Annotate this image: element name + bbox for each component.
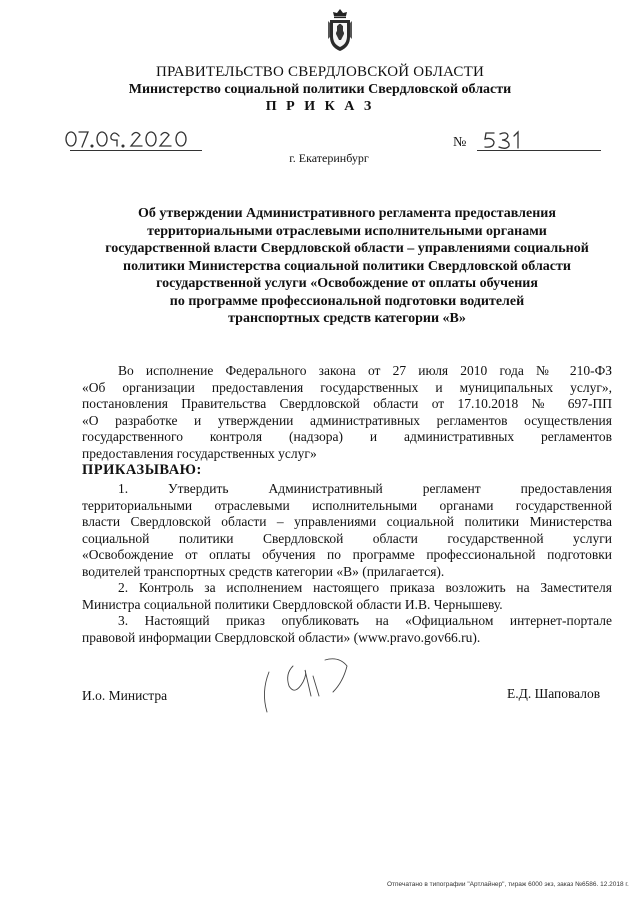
handwritten-signature	[255, 652, 365, 727]
order-items	[82, 481, 612, 646]
item-line: водителей транспортных средств категории «В» (прилагается).	[82, 563, 445, 579]
intro-line: государственного контроля (надзора) и административных регламентов	[82, 429, 612, 444]
title-line: политики Министерства социальной политики Свердловской области	[123, 258, 571, 274]
item-line: «Освобождение от оплаты обучения по программе профессиональной подготовки	[82, 547, 612, 562]
title-line: территориальными отраслевыми исполнительными органами	[147, 223, 547, 239]
order-word: ПРИКАЗЫВАЮ:	[82, 462, 202, 478]
number-sign: №	[453, 135, 467, 150]
signatory-position: И.о. Министра	[82, 688, 168, 703]
item-line: 2. Контроль за исполнением настоящего приказа возложить на Заместителя	[118, 580, 612, 595]
intro-line: постановления Правительства Свердловской области от 17.10.2018 № 697-ПП	[82, 396, 612, 411]
title-line: транспортных средств категории «В»	[228, 311, 466, 326]
intro-line: «О разработке и утверждении административных регламентов осуществления	[82, 412, 612, 428]
coat-of-arms-emblem	[324, 7, 356, 53]
item-line: 3. Настоящий приказ опубликовать на «Официальном интернет-портале	[118, 613, 612, 628]
city-label: г. Екатеринбург	[289, 151, 369, 165]
intro-line: Во исполнение Федерального закона от 27 июля 2010 года № 210-ФЗ	[118, 363, 612, 378]
signatory-name: Е.Д. Шаповалов	[507, 686, 601, 701]
item-line: Министра социальной политики Свердловской области И.В. Чернышеву.	[82, 596, 503, 612]
intro-paragraph	[82, 363, 612, 462]
document-title	[82, 205, 612, 328]
print-footer: Отпечатано в типографии "Артлайнер", тираж 6000 экз, заказ №6586. 12.2018 г.	[387, 881, 629, 888]
title-line: государственной власти Свердловской области – управлениями социальной	[105, 241, 589, 256]
item-line: территориальными отраслевыми исполнительными органами государственной	[82, 497, 612, 513]
ministry-name: Министерство социальной политики Свердловской области	[128, 82, 512, 97]
title-line: государственной услуги «Освобождение от оплаты обучения	[156, 276, 538, 291]
intro-line: предоставления государственных услуг»	[82, 445, 317, 461]
document-type: П Р И К А З	[265, 99, 375, 114]
intro-line: «Об организации предоставления государственных и муниципальных услуг»,	[82, 379, 612, 395]
item-line: социальной политики Свердловской области государственной услуги	[82, 530, 612, 546]
item-line: 1. Утвердить Административный регламент предоставления	[118, 481, 612, 496]
title-line: по программе профессиональной подготовки водителей	[169, 293, 525, 309]
item-line: правовой информации Свердловской области» (www.pravo.gov66.ru).	[82, 629, 481, 645]
title-line: Об утверждении Административного регламента предоставления	[138, 206, 556, 221]
item-line: власти Свердловской области – управлениями социальной политики Министерства	[82, 514, 612, 529]
government-name: ПРАВИТЕЛЬСТВО СВЕРДЛОВСКОЙ ОБЛАСТИ	[155, 64, 485, 80]
